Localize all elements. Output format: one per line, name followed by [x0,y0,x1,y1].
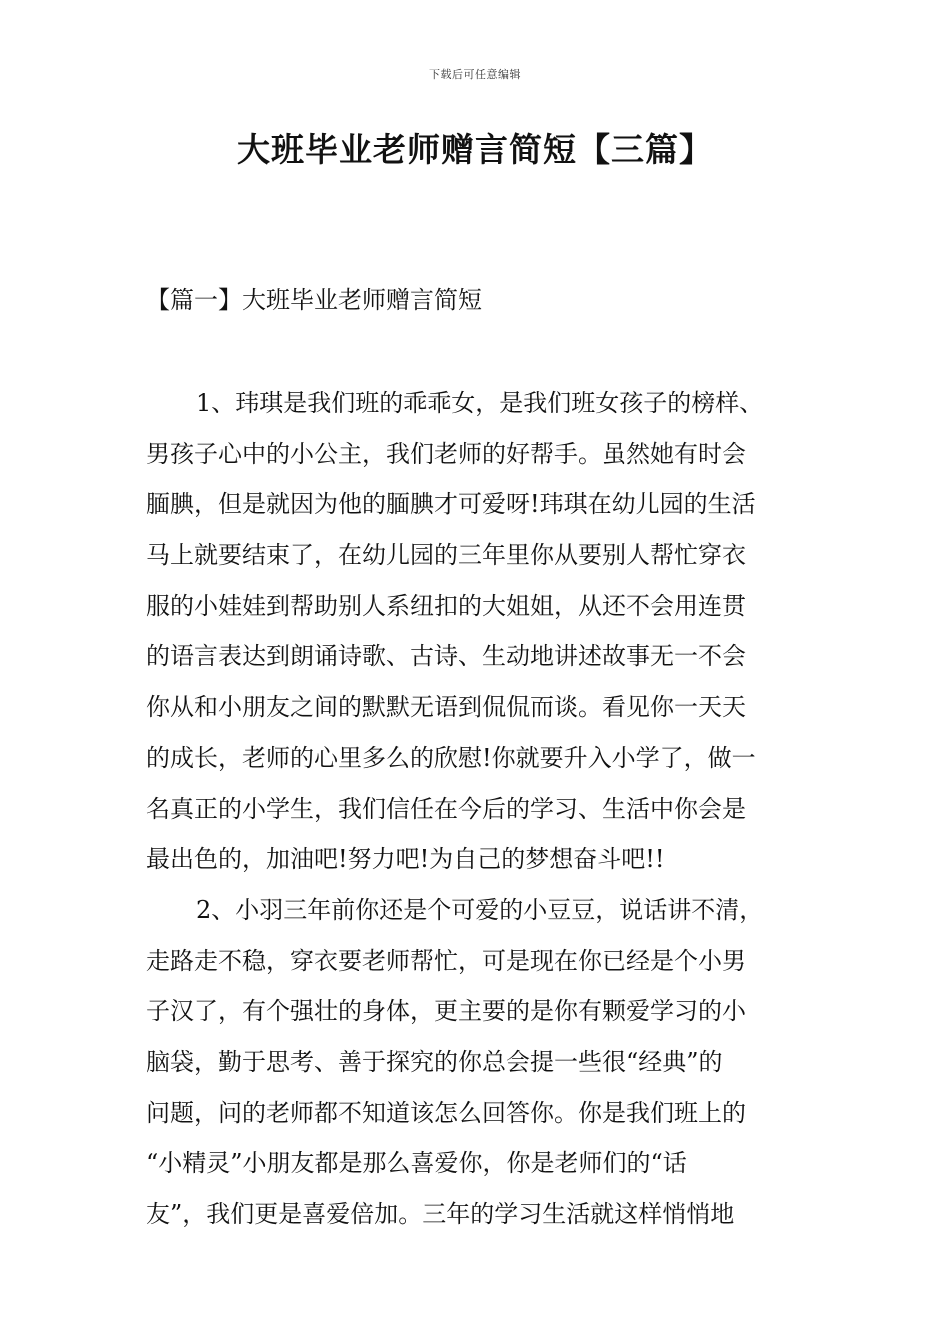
text-line: 男孩子心中的小公主，我们老师的好帮手。虽然她有时会 [146,439,746,468]
text-line: 走路走不稳，穿衣要老师帮忙，可是现在你已经是个小男 [146,946,746,975]
text-line: 的语言表达到朗诵诗歌、古诗、生动地讲述故事无一不会 [146,642,746,671]
paragraph-1 [146,378,808,885]
text-line: 服的小娃娃到帮助别人系纽扣的大姐姐，从还不会用连贯 [146,591,746,620]
paragraph-2 [146,885,808,1240]
text-line: 你从和小朋友之间的默默无语到侃侃而谈。看见你一天天 [146,693,746,722]
text-line: 2、小羽三年前你还是个可爱的小豆豆，说话讲不清， [196,895,764,924]
text-line: 腼腆，但是就因为他的腼腆才可爱呀!玮琪在幼儿园的生活 [146,490,756,519]
text-line: 问题，问的老师都不知道该怎么回答你。你是我们班上的 [146,1098,746,1127]
document-title: 大班毕业老师赠言简短【三篇】 [237,130,713,169]
text-line: 马上就要结束了，在幼儿园的三年里你从要别人帮忙穿衣 [146,541,746,570]
text-line: 脑袋，勤于思考、善于探究的你总会提一些很“经典”的 [146,1047,723,1076]
text-line: 1、玮琪是我们班的乖乖女，是我们班女孩子的榜样、 [196,389,764,417]
body-text [146,378,808,1240]
text-line: 最出色的，加油吧!努力吧!为自己的梦想奋斗吧!! [146,845,665,874]
text-line: 名真正的小学生，我们信任在今后的学习、生活中你会是 [146,794,746,823]
text-line: 子汉了，有个强壮的身体，更主要的是你有颗爱学习的小 [146,997,746,1026]
text-line: 的成长，老师的心里多么的欣慰!你就要升入小学了，做一 [146,743,756,772]
header-note: 下载后可任意编辑 [429,68,521,81]
text-line: 友”，我们更是喜爱倍加。三年的学习生活就这样悄悄地 [146,1200,735,1228]
text-line: “小精灵”小朋友都是那么喜爱你，你是老师们的“话 [146,1149,687,1178]
section-heading: 【篇一】大班毕业老师赠言简短 [146,286,482,314]
